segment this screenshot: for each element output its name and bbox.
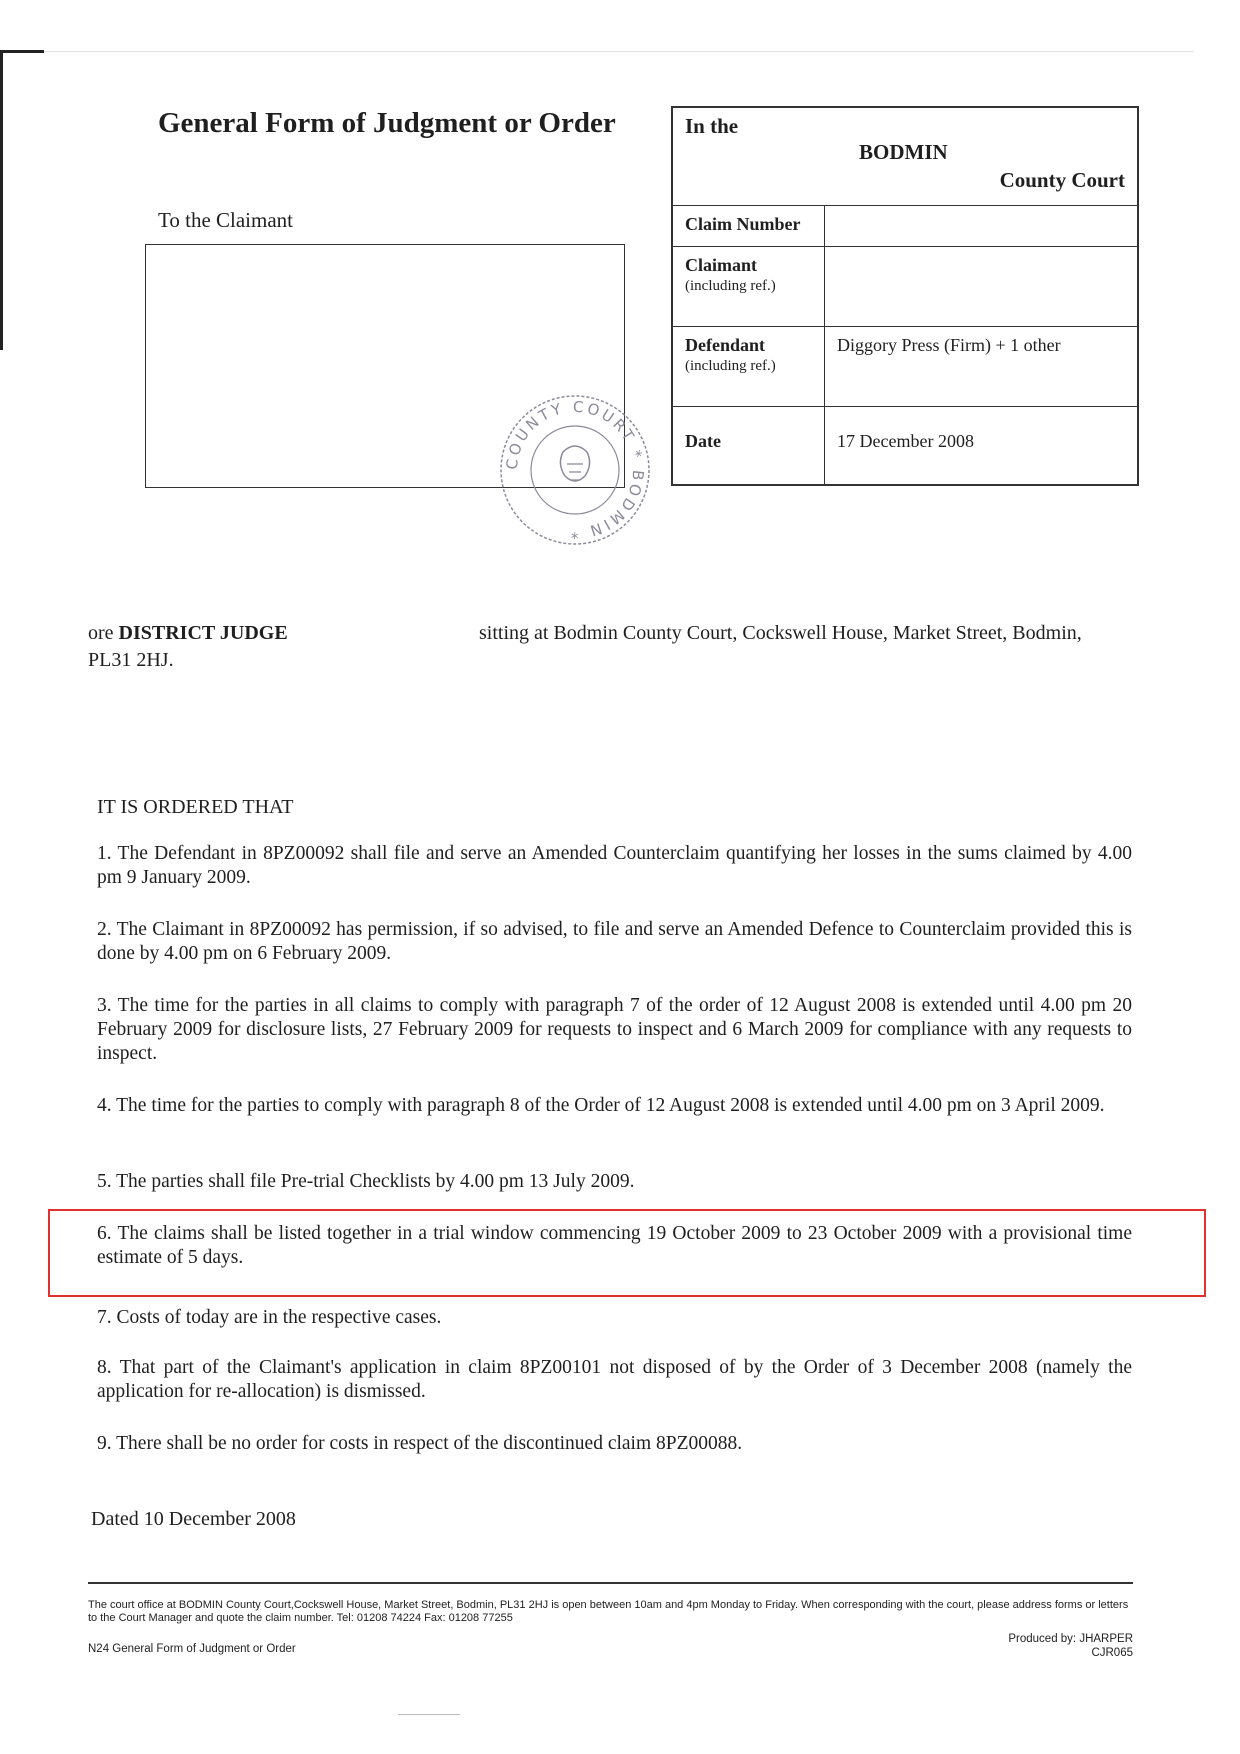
defendant-sublabel: (including ref.)	[685, 358, 776, 374]
court-details-table	[671, 106, 1139, 486]
footer-divider	[88, 1582, 1133, 1584]
claimant-label: Claimant	[685, 255, 757, 275]
recipient-line: To the Claimant	[158, 208, 294, 232]
court-type: County Court	[999, 168, 1125, 192]
order-paragraph-1: 1. The Defendant in 8PZ00092 shall file and serve an Amended Counterclaim quantifying her losses in the sums claimed by 4.00 pm 9 January 2009.	[97, 843, 1132, 888]
produced-by-block	[1008, 1632, 1133, 1660]
scan-edge-mark-horizontal	[0, 50, 44, 53]
scan-top-edge	[44, 51, 1194, 52]
defendant-label: Defendant	[685, 335, 765, 355]
date-row	[673, 407, 1137, 484]
order-paragraph-4: 4. The time for the parties to comply with paragraph 8 of the Order of 12 August 2008 is extended until 4.00 pm on 3 April 2009.	[97, 1095, 1105, 1116]
claim-number-value	[825, 206, 1137, 246]
order-paragraph-8: 8. That part of the Claimant's application in claim 8PZ00101 not disposed of by the Order of 3 December 2008 (namely the application for re-allocation) is dismissed.	[97, 1357, 1132, 1402]
before-prefix: ore	[88, 622, 114, 644]
claimant-row	[673, 247, 1137, 327]
order-paragraph-9: 9. There shall be no order for costs in respect of the discontinued claim 8PZ00088.	[97, 1433, 743, 1454]
order-paragraph-6: 6. The claims shall be listed together in a trial window commencing 19 October 2009 to 23 October 2009 with a provisional time estimate of 5 days.	[97, 1223, 1132, 1268]
scan-bottom-mark	[398, 1714, 460, 1715]
order-paragraph-2: 2. The Claimant in 8PZ00092 has permission, if so advised, to file and serve an Amended Defence to Counterclaim provided this is done by 4.00 pm on 6 February 2009.	[97, 919, 1132, 964]
court-name: BODMIN	[859, 140, 948, 164]
court-heading-cell	[673, 108, 1137, 206]
order-paragraph-7: 7. Costs of today are in the respective cases.	[97, 1307, 442, 1328]
defendant-value: Diggory Press (Firm) + 1 other	[837, 335, 1061, 355]
court-office-notice: The court office at BODMIN County Court,Cockswell House, Market Street, Bodmin, PL31 2HJ is open between 10am and 4pm Monday to Friday. When corresponding with the court, please address forms or letters to the Court Manager and quote the claim number. Tel: 01208 74224 Fax: 01208 77255	[88, 1599, 1129, 1624]
order-heading: IT IS ORDERED THAT	[97, 796, 294, 818]
claim-number-label: Claim Number	[685, 214, 801, 234]
before-judge-line	[88, 622, 288, 645]
in-the-label: In the	[685, 114, 739, 138]
court-seal-stamp	[495, 390, 655, 550]
form-code: N24 General Form of Judgment or Order	[88, 1643, 296, 1655]
produced-by: Produced by: JHARPER	[1008, 1633, 1133, 1645]
sitting-location: sitting at Bodmin County Court, Cockswell House, Market Street, Bodmin,	[479, 622, 1082, 644]
date-value: 17 December 2008	[837, 431, 974, 451]
date-label: Date	[685, 431, 721, 451]
scan-edge-mark	[0, 50, 3, 350]
reference-code: CJR065	[1091, 1647, 1133, 1659]
claimant-value	[825, 247, 1137, 326]
order-paragraph-3: 3. The time for the parties in all claims to comply with paragraph 7 of the order of 12 August 2008 is extended until 4.00 pm 20 February 2009 for disclosure lists, 27 February 2009 for requests to inspect and 6 March 2009 for compliance with any requests to inspect.	[97, 995, 1132, 1064]
stamp-ring-text: COUNTY COURT * BODMIN *	[502, 397, 648, 543]
order-paragraph-5: 5. The parties shall file Pre-trial Checklists by 4.00 pm 13 July 2009.	[97, 1171, 635, 1192]
defendant-row	[673, 327, 1137, 407]
sitting-postcode: PL31 2HJ.	[88, 649, 174, 671]
svg-text:COUNTY COURT * BODMIN *	[503, 398, 648, 542]
dated-line: Dated 10 December 2008	[91, 1508, 296, 1530]
judge-title: DISTRICT JUDGE	[118, 622, 288, 644]
claim-number-row	[673, 206, 1137, 247]
document-title: General Form of Judgment or Order	[158, 107, 616, 139]
claimant-sublabel: (including ref.)	[685, 278, 776, 294]
